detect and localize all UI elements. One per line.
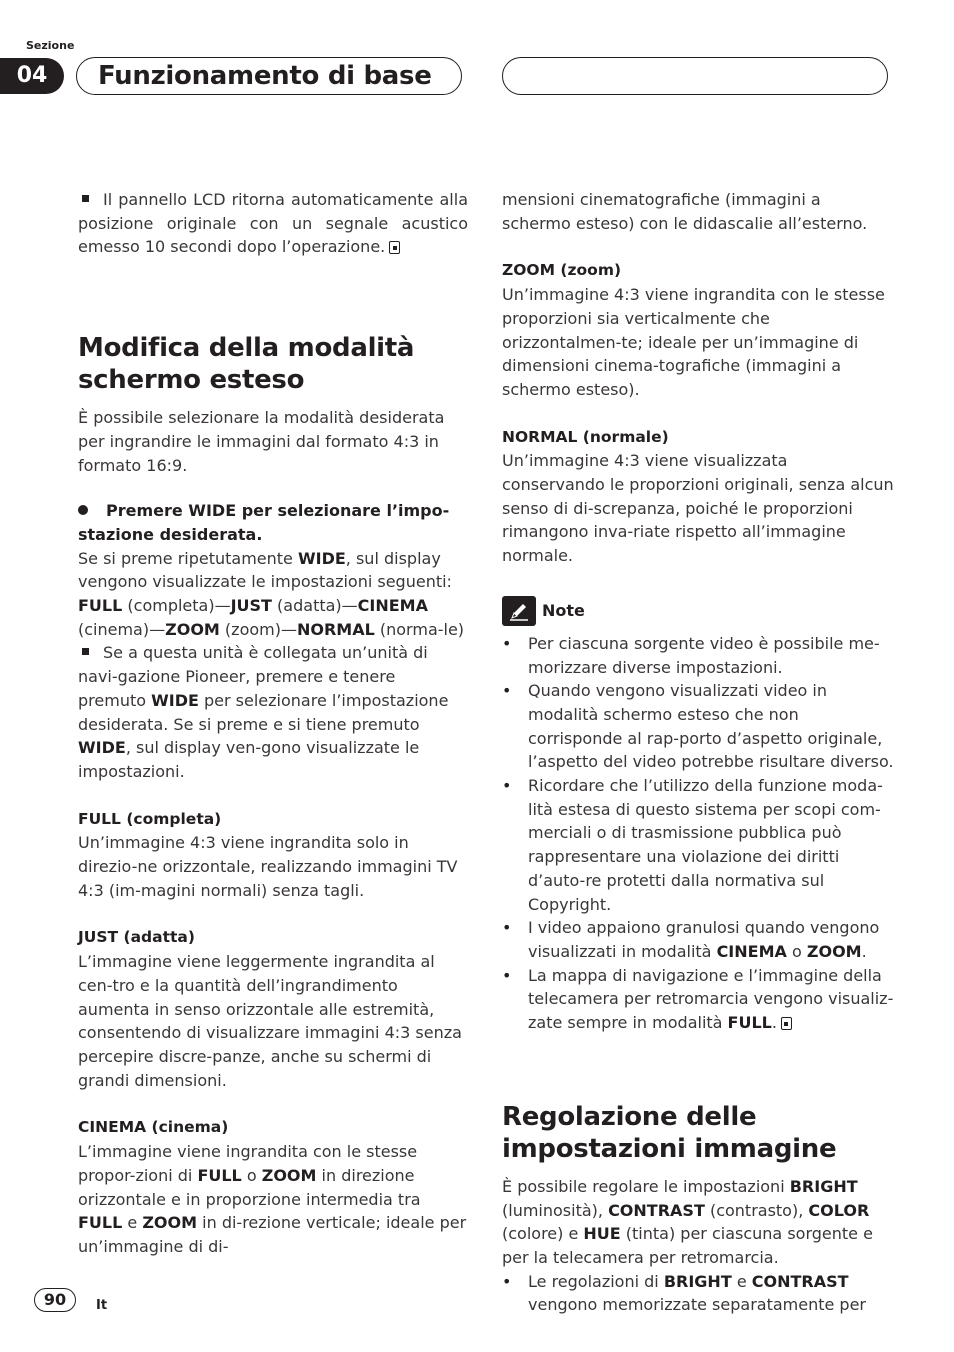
step-bullet-icon xyxy=(78,505,88,515)
list-item: • Ricordare che l’utilizzo della funzione moda-lità estesa di questo sistema per scopi com-merciali o di trasmissione pubblica può rappresentare una violazione dei diritti d’auto-re protetti dalla normativa sul Copyright. xyxy=(502,774,894,916)
cinema-title: CINEMA (cinema) xyxy=(78,1118,229,1137)
note-pencil-icon xyxy=(502,596,536,626)
lcd-note: Il pannello LCD ritorna automaticamente alla posizione originale con un segnale acustico emesso 10 secondi dopo l’operazione. xyxy=(78,190,468,257)
image-settings-intro: È possibile regolare le impostazioni BRIGHT (luminosità), CONTRAST (contrasto), COLOR (colore) e HUE (tinta) per ciascuna sorgente e per la telecamera per retromarcia. xyxy=(502,1176,873,1267)
note-header xyxy=(502,596,894,626)
section-number-badge: 04 xyxy=(0,58,64,94)
end-mark-icon xyxy=(389,241,400,254)
square-bullet-icon xyxy=(82,648,89,655)
section-title: Funzionamento di base xyxy=(98,61,432,91)
section-label: Sezione xyxy=(26,39,75,52)
list-item: • Quando vengono visualizzati video in modalità schermo esteso che non corrisponde al rap-porto d’aspetto originale, l’aspetto del video potrebbe risultare diverso. xyxy=(502,679,894,774)
step-press-wide: Premere WIDE per selezionare l’impo- stazione desiderata. xyxy=(78,501,450,544)
language-code: It xyxy=(96,1298,108,1313)
normal-title: NORMAL (normale) xyxy=(502,427,669,446)
step-description: Se si preme ripetutamente WIDE, sul display vengono visualizzate le impostazioni seguenti: FULL (completa)—JUST (adatta)—CINEMA (cinema)—ZOOM (zoom)—NORMAL (norma-le) xyxy=(78,548,465,639)
section-subtitle-frame xyxy=(502,57,888,95)
cinema-description: L’immagine viene ingrandita con le stesse propor-zioni di FULL o ZOOM in direzione orizzontale e in proporzione intermedia tra FULL e ZOOM in di-rezione verticale; ideale per un’immagine di di- xyxy=(78,1142,467,1256)
end-mark-icon xyxy=(781,1017,792,1030)
right-column xyxy=(502,188,894,1317)
list-item: • Le regolazioni di BRIGHT e CONTRAST vengono memorizzate separatamente per xyxy=(502,1270,894,1317)
just-description: L’immagine viene leggermente ingrandita al cen-tro e la quantità dell’ingrandimento aumenta in senso orizzontale alle estremità, consentendo di visualizzare immagini 4:3 senza percepire discre-panze, anche su schermi di grandi dimensioni. xyxy=(78,952,462,1090)
left-column xyxy=(78,188,468,1259)
full-title: FULL (completa) xyxy=(78,809,222,828)
zoom-description: Un’immagine 4:3 viene ingrandita con le stesse proporzioni sia verticalmente che orizzontalmen-te; ideale per un’immagine di dimensioni cinema-tografiche (immagini a schermo esteso). xyxy=(502,285,885,399)
note-label: Note xyxy=(542,600,585,620)
page-number: 90 xyxy=(34,1288,76,1312)
square-bullet-icon xyxy=(82,195,89,202)
heading-wide-mode: Modifica della modalità schermo esteso xyxy=(78,333,415,396)
just-title: JUST (adatta) xyxy=(78,928,195,947)
navigation-note: Se a questa unità è collegata un’unità di navi-gazione Pioneer, premere e tenere premuto WIDE per selezionare l’impostazione desiderata. Se si preme e si tiene premuto WIDE, sul display ven-gono visualizzate le impostazioni. xyxy=(78,643,449,781)
heading-image-settings: Regolazione delle impostazioni immagine xyxy=(502,1101,837,1164)
list-item: • I video appaiono granulosi quando vengono visualizzati in modalità CINEMA o ZOOM. xyxy=(502,916,894,963)
normal-description: Un’immagine 4:3 viene visualizzata conservando le proporzioni originali, senza alcun senso di di-screpanza, poiché le proporzioni rimangono inva-riate rispetto all’immagine normale. xyxy=(502,451,894,566)
wide-mode-intro: È possibile selezionare la modalità desiderata per ingrandire le immagini dal formato 4:3 in formato 16:9. xyxy=(78,408,445,475)
list-item: • La mappa di navigazione e l’immagine della telecamera per retromarcia vengono visualiz-zate sempre in modalità FULL. xyxy=(502,964,894,1035)
zoom-title: ZOOM (zoom) xyxy=(502,261,622,280)
full-description: Un’immagine 4:3 viene ingrandita solo in direzio-ne orizzontale, realizzando immagini TV 4:3 (im-magini normali) senza tagli. xyxy=(78,833,458,900)
cinema-description-cont: mensioni cinematografiche (immagini a schermo esteso) con le didascalie all’esterno. xyxy=(502,190,868,233)
notes-list xyxy=(502,632,894,1035)
settings-list xyxy=(502,1270,894,1317)
list-item: • Per ciascuna sorgente video è possibile me-morizzare diverse impostazioni. xyxy=(502,632,894,679)
